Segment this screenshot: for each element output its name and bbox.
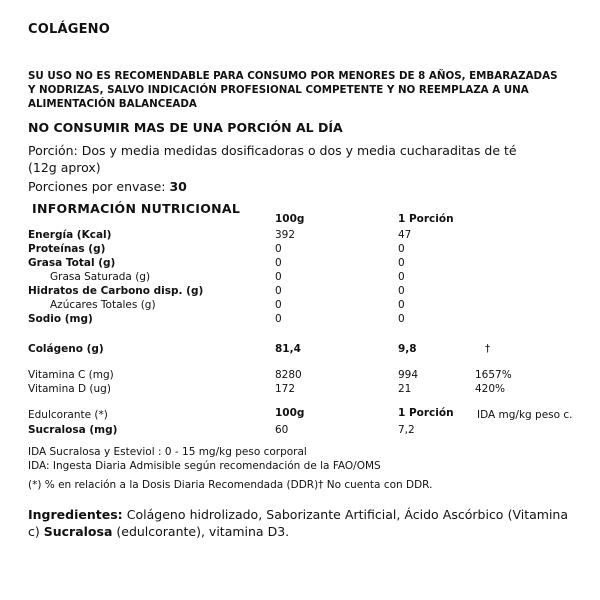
row-collagen-100g: 81,4: [275, 343, 301, 355]
sweetener-header-portion: 1 Porción: [398, 407, 454, 419]
row-collagen-portion: 9,8: [398, 343, 417, 355]
row-carbs-label: Hidratos de Carbono disp. (g): [28, 285, 204, 297]
row-protein-portion: 0: [398, 243, 405, 255]
row-sodium-portion: 0: [398, 313, 405, 325]
ingredients-paragraph: [28, 506, 568, 540]
dosage-limit-notice: NO CONSUMIR MAS DE UNA PORCIÓN AL DÍA: [28, 120, 343, 135]
row-sodium-label: Sodio (mg): [28, 313, 93, 325]
sweetener-ida-label: IDA mg/kg peso c.: [477, 409, 573, 421]
row-vitd-ddr: 420%: [475, 383, 506, 395]
row-vitd-100g: 172: [275, 383, 296, 395]
row-vitc-ddr: 1657%: [475, 369, 512, 381]
row-vitd-portion: 21: [398, 383, 412, 395]
ingredients-sucralose: Sucralosa: [43, 524, 113, 539]
row-energy-label: Energía (Kcal): [28, 229, 112, 241]
row-fat-portion: 0: [398, 257, 405, 269]
row-sugars-portion: 0: [398, 299, 405, 311]
ingredients-text-1: Colágeno hidrolizado, Saborizante Artificial, Ácido Ascórbico (Vitamina c): [28, 507, 568, 539]
row-saturated-100g: 0: [275, 271, 282, 283]
footnote-ddr: (*) % en relación a la Dosis Diaria Recomendada (DDR)† No cuenta con DDR.: [28, 479, 433, 491]
row-saturated-portion: 0: [398, 271, 405, 283]
footnote-ida-definition: IDA: Ingesta Diaria Admisible según recomendación de la FAO/OMS: [28, 460, 381, 472]
row-collagen-label: Colágeno (g): [28, 343, 104, 355]
row-vitc-label: Vitamina C (mg): [28, 369, 114, 381]
row-sucralose-label: Sucralosa (mg): [28, 424, 118, 436]
row-protein-100g: 0: [275, 243, 282, 255]
row-sugars-label: Azúcares Totales (g): [50, 299, 156, 311]
ingredients-text-2: (edulcorante), vitamina D3.: [112, 524, 290, 539]
row-sucralose-100g: 60: [275, 424, 289, 436]
sweetener-label: Edulcorante (*): [28, 409, 108, 421]
row-fat-label: Grasa Total (g): [28, 257, 116, 269]
servings-per-container: [28, 179, 187, 194]
row-vitc-100g: 8280: [275, 369, 302, 381]
header-portion: 1 Porción: [398, 213, 454, 225]
warning-text: SU USO NO ES RECOMENDABLE PARA CONSUMO POR MENORES DE 8 AÑOS, EMBARAZADAS Y NODRIZAS, SALVO INDICACIÓN PROFESIONAL COMPETENTE Y NO REEMPLAZA A UNA ALIMENTACIÓN BALANCEADA: [28, 70, 558, 110]
product-title: COLÁGENO: [28, 22, 111, 37]
nutrition-facts-title: INFORMACIÓN NUTRICIONAL: [32, 201, 241, 216]
row-carbs-100g: 0: [275, 285, 282, 297]
row-collagen-mark: †: [485, 343, 491, 355]
footnote-ida-range: IDA Sucralosa y Esteviol : 0 - 15 mg/kg peso corporal: [28, 446, 307, 458]
row-vitd-label: Vitamina D (ug): [28, 383, 111, 395]
row-sucralose-portion: 7,2: [398, 424, 415, 436]
ingredients-label: Ingredientes:: [28, 507, 123, 522]
serving-description: Porción: Dos y media medidas dosificadoras o dos y media cucharaditas de té (12g aprox): [28, 143, 517, 175]
row-energy-100g: 392: [275, 229, 296, 241]
header-100g: 100g: [275, 213, 305, 225]
row-sugars-100g: 0: [275, 299, 282, 311]
row-fat-100g: 0: [275, 257, 282, 269]
row-protein-label: Proteínas (g): [28, 243, 106, 255]
row-energy-portion: 47: [398, 229, 412, 241]
row-vitc-portion: 994: [398, 369, 419, 381]
servings-value: 30: [169, 179, 187, 194]
row-saturated-label: Grasa Saturada (g): [50, 271, 151, 283]
row-sodium-100g: 0: [275, 313, 282, 325]
servings-label: Porciones por envase:: [28, 179, 166, 194]
row-carbs-portion: 0: [398, 285, 405, 297]
sweetener-header-100g: 100g: [275, 407, 305, 419]
